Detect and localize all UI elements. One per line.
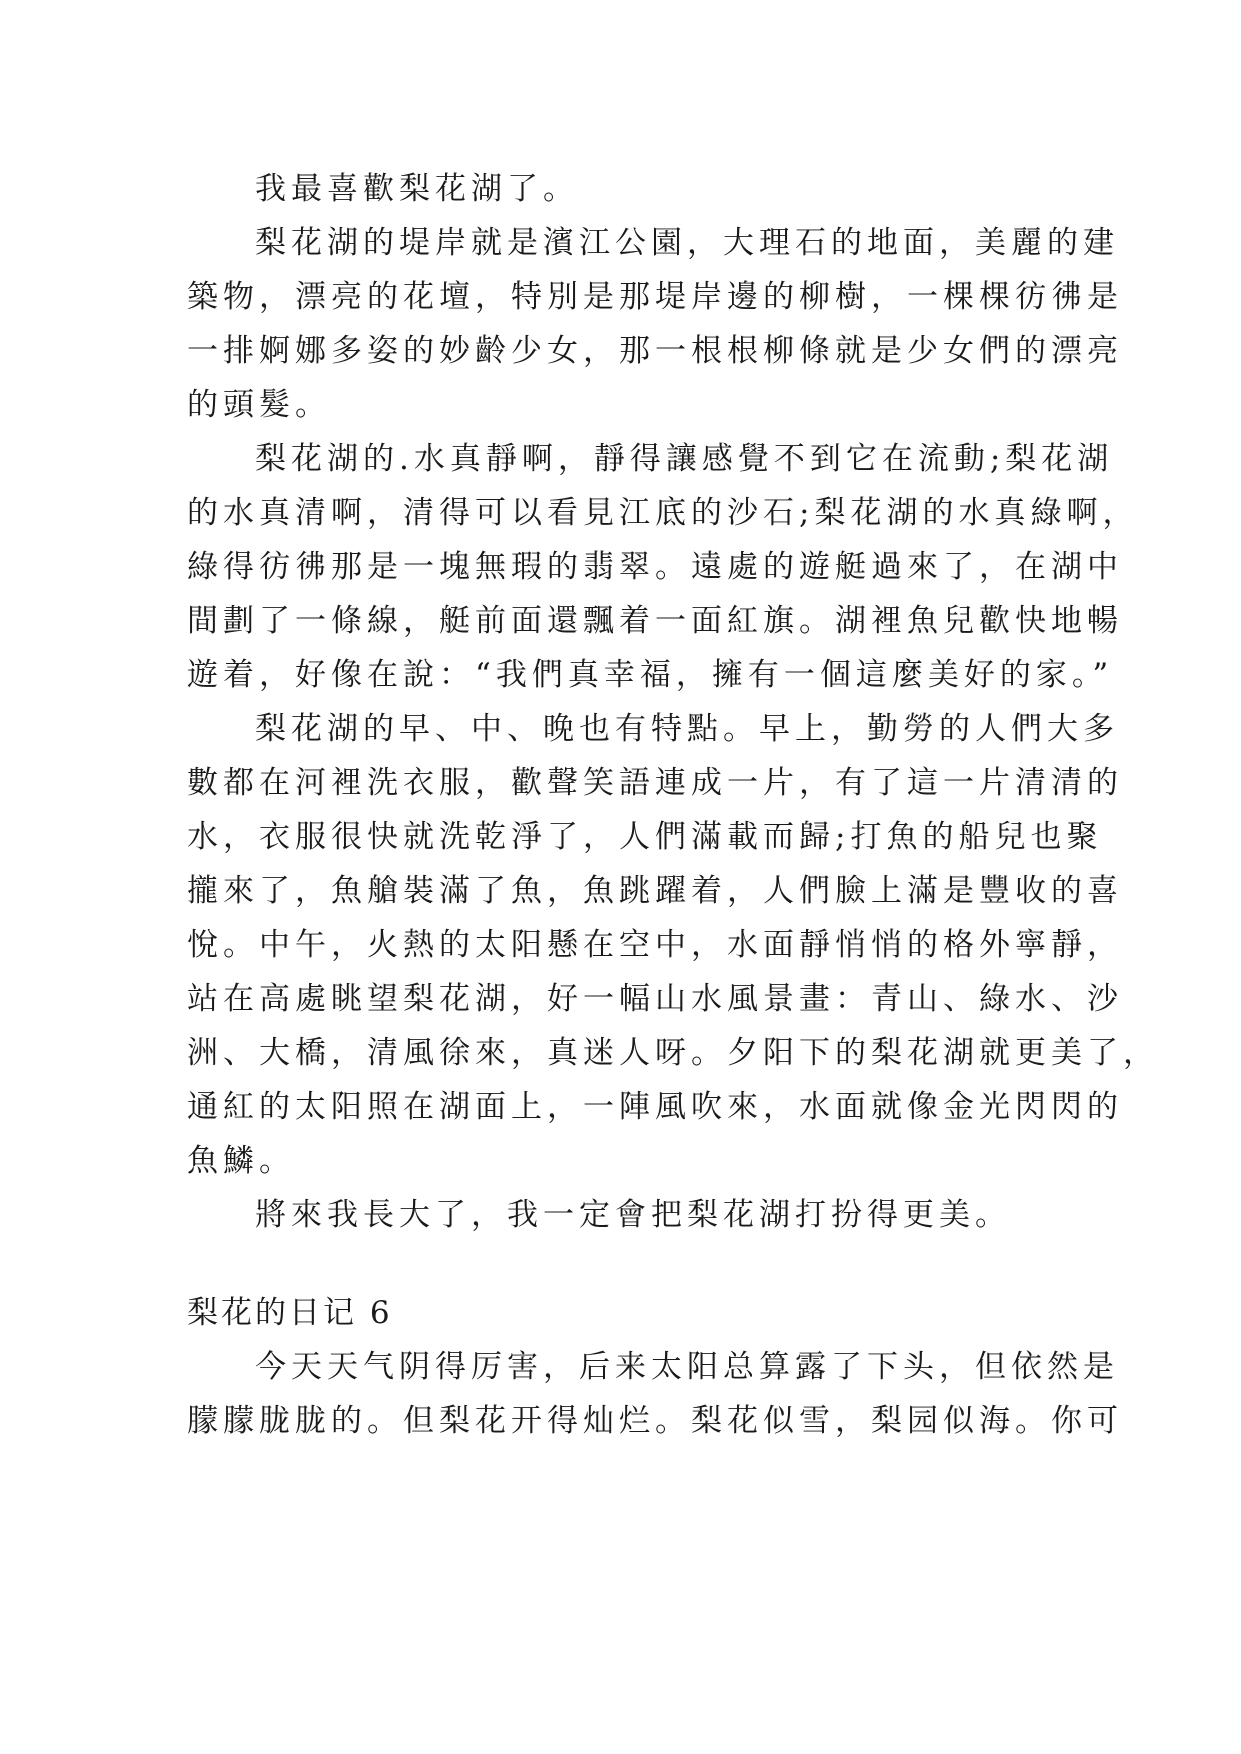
paragraph-2 [187, 216, 1123, 432]
text-line: 梨花湖的早、中、晚也有特點。早上，勤勞的人們大多 [255, 711, 1119, 747]
text-line: 綠得彷彿那是一塊無瑕的翡翠。遠處的遊艇過來了，在湖中 [187, 549, 1123, 585]
text-line: 築物，漂亮的花壇，特別是那堤岸邊的柳樹，一棵棵彷彿是 [187, 279, 1123, 315]
text-line: 梨花湖的.水真靜啊，靜得讓感覺不到它在流動;梨花湖 [255, 441, 1114, 477]
text-line: 通紅的太阳照在湖面上，一陣風吹來，水面就像金光閃閃的 [187, 1089, 1123, 1125]
paragraph-1 [187, 162, 1057, 216]
text-line: 一排婀娜多姿的妙齡少女，那一根根柳條就是少女們的漂亮 [187, 333, 1123, 369]
text-line: 水，衣服很快就洗乾淨了，人們滿載而歸;打魚的船兒也聚 [187, 819, 1103, 855]
text-line: 魚鱗。 [187, 1143, 295, 1179]
text-line: 間劃了一條線，艇前面還飄着一面紅旗。湖裡魚兒歡快地暢 [187, 603, 1123, 639]
text-line: 數都在河裡洗衣服，歡聲笑語連成一片，有了這一片清清的 [187, 765, 1123, 801]
text-line: 遊着，好像在說：“我們真幸福，擁有一個這麼美好的家。” [187, 657, 1114, 693]
section-heading: 梨花的日记 6 [187, 1295, 393, 1331]
document-body [187, 162, 1159, 1448]
text-line: 朦朦胧胧的。但梨花开得灿烂。梨花似雪，梨园似海。你可 [187, 1403, 1123, 1439]
text-line: 洲、大橋，清風徐來，真迷人呀。夕阳下的梨花湖就更美了， [187, 1035, 1159, 1071]
paragraph-3 [187, 432, 1139, 702]
paragraph-5 [187, 1188, 1057, 1242]
text-line: 的頭髮。 [187, 387, 331, 423]
text-line: 悅。中午，火熱的太阳懸在空中，水面靜悄悄的格外寧靜， [187, 927, 1123, 963]
text-line: 將來我長大了，我一定會把梨花湖打扮得更美。 [255, 1197, 1011, 1233]
text-line: 站在高處眺望梨花湖，好一幅山水風景畫：青山、綠水、沙 [187, 981, 1123, 1017]
text-line: 攏來了，魚艙裝滿了魚，魚跳躍着，人們臉上滿是豐收的喜 [187, 873, 1123, 909]
text-line: 我最喜歡梨花湖了。 [255, 171, 579, 207]
text-line: 梨花湖的堤岸就是濱江公園，大理石的地面，美麗的建 [255, 225, 1119, 261]
paragraph-4 [187, 702, 1159, 1188]
text-line: 的水真清啊，清得可以看見江底的沙石;梨花湖的水真綠啊， [187, 495, 1139, 531]
section-paragraph [187, 1340, 1123, 1448]
text-line: 今天天气阴得厉害，后来太阳总算露了下头，但依然是 [255, 1349, 1119, 1385]
